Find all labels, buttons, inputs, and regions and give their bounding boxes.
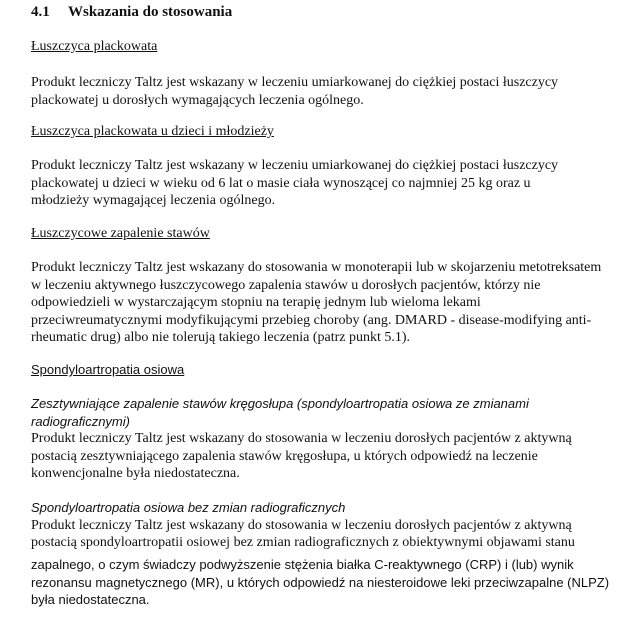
heading-axial-spa: Spondyloartropatia osiowa xyxy=(31,362,185,377)
text-line: rheumatic drug) albo nie tolerują takiego leczenia (patrz punkt 5.1). xyxy=(31,330,411,345)
text-line: postacią zesztywniającego zapalenia stawów kręgosłupa, u których odpowiedź na leczenie xyxy=(31,448,538,464)
text-line: zapalnego, o czym świadczy podwyższenie stężenia białka C-reaktywnego (CRP) i (lub) wynik xyxy=(31,557,574,572)
text-line: plackowatej u dzieci w wieku od 6 lat o masie ciała wynoszącej co najmniej 25 kg oraz u xyxy=(31,175,531,191)
heading-psoriasis-adult: Łuszczyca plackowata xyxy=(31,39,158,54)
text-line: Produkt leczniczy Taltz jest wskazany w leczeniu umiarkowanej do ciężkiej postaci łuszczycy xyxy=(31,75,559,90)
text-line: Produkt leczniczy Taltz jest wskazany do stosowania w leczeniu dorosłych pacjentów z aktywną xyxy=(31,517,572,533)
paragraph-psoriasis-children xyxy=(31,157,631,210)
paragraph-psoriatic-arthritis xyxy=(31,259,631,347)
text-line: Produkt leczniczy Taltz jest wskazany w leczeniu umiarkowanej do ciężkiej postaci łuszczycy xyxy=(31,158,559,173)
text-line: konwencjonalne była niedostateczna. xyxy=(31,466,240,481)
paragraph-psoriasis-adult xyxy=(31,74,631,109)
heading-psoriatic-arthritis: Łuszczycowe zapalenie stawów xyxy=(31,226,210,241)
subtitle-line: radiograficznymi) xyxy=(31,413,130,429)
text-line: w leczeniu aktywnego łuszczycowego zapalenia stawów u dorosłych pacjentów, którzy nie xyxy=(31,277,541,293)
subtitle-line: Spondyloartropatia osiowa bez zmian radiograficznych xyxy=(31,500,346,515)
text-line: Produkt leczniczy Taltz jest wskazany do stosowania w monoterapii lub w skojarzeniu metotreksatem xyxy=(31,260,602,275)
text-line: przeciwreumatycznymi modyfikującymi przebieg choroby (ang. DMARD - disease-modifying anti- xyxy=(31,312,592,328)
section-title: Wskazania do stosowania xyxy=(68,4,233,20)
text-line: była niedostateczna. xyxy=(31,592,150,607)
text-line: młodzieży wymagającej leczenia ogólnego. xyxy=(31,193,276,208)
heading-psoriasis-children: Łuszczyca plackowata u dzieci i młodzieży xyxy=(31,124,274,139)
text-line: plackowatej u dorosłych wymagających leczenia ogólnego. xyxy=(31,92,364,108)
text-line: rezonansu magnetycznego (MR), u których odpowiedź na niesteroidowe leki przeciwzapalne (NLPZ) xyxy=(31,574,610,590)
text-line: Produkt leczniczy Taltz jest wskazany do stosowania w leczeniu dorosłych pacjentów z aktywną xyxy=(31,431,572,446)
text-line: odpowiedzieli w wystarczającym stopniu na terapię jednym lub wieloma lekami xyxy=(31,295,481,310)
section-heading xyxy=(31,4,232,21)
section-number: 4.1 xyxy=(31,4,50,20)
paragraph-radiographic-axspa xyxy=(31,395,631,483)
paragraph-non-radiographic-axspa xyxy=(31,499,631,552)
subtitle-line: Zesztywniające zapalenie stawów kręgosłupa (spondyloartropatia osiowa ze zmianami xyxy=(31,396,529,411)
text-line: postacią spondyloartropatii osiowej bez zmian radiograficznych z obiektywnymi objawami stanu xyxy=(31,535,575,550)
paragraph-non-radiographic-axspa-cont xyxy=(31,556,631,609)
